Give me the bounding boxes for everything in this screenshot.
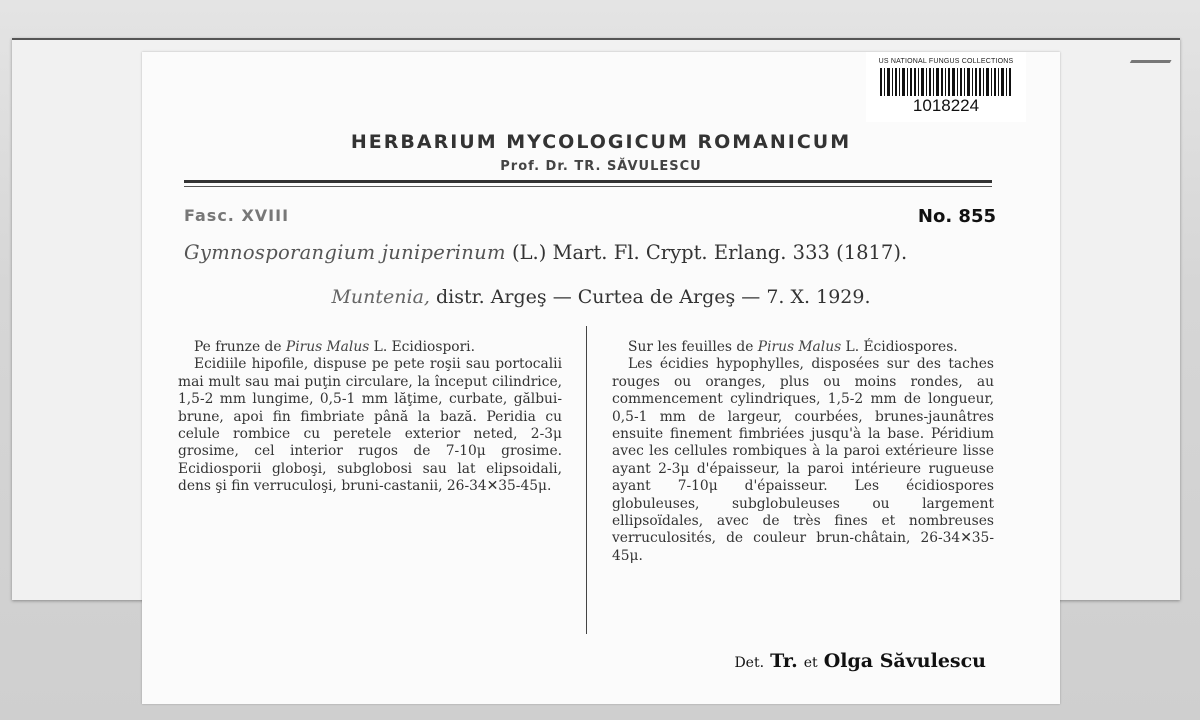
determiner-name-2: Olga Săvulescu (823, 650, 986, 672)
romanian-tail: L. Ecidiospori. (373, 339, 475, 355)
french-body: Les écidies hypophylles, disposées sur des taches rouges ou oranges, plus ou moins rondes, au commencement cylindriques, 1,5-2 mm de longueur, 0,5-1 mm de largeur, courbées, brunes-jaunâtres ensuite finement fimbriées jusqu'à la base. Péridium avec les cellules rombiques à la paroi extérieure lisse ayant 2-3μ d'épaisseur, la paroi intérieure rugueuse ayant 7-10μ d'épaisseur. Les écidiospores globuleuses, subglobuleuses ou largement ellipsoïdales, avec de très fines et nombreuses verruculosités, de couleur brun-châtain, 26-34✕35-45μ. (612, 356, 994, 564)
fascicle-label: Fasc. XVIII (184, 206, 290, 225)
herbarium-title: HERBARIUM MYCOLOGICUM ROMANICUM (350, 131, 852, 153)
locality-details: distr. Argeş — Curtea de Argeş — 7. X. 1929. (436, 286, 871, 308)
herbarium-editor: Prof. Dr. TR. SĂVULESCU (500, 159, 702, 174)
specimen-number: No. 855 (917, 206, 996, 227)
barcode-number: 1018224 (912, 96, 980, 115)
french-host: Pirus Malus (757, 339, 842, 355)
taxon-name: Gymnosporangium juniperinum (184, 241, 506, 264)
french-host-line (612, 339, 994, 356)
locality-line (142, 286, 1060, 308)
determiner-prefix: Det. (734, 655, 765, 671)
romanian-lead: Pe frunze de (194, 339, 282, 355)
romanian-description (178, 339, 562, 496)
barcode-icon (880, 68, 1012, 96)
romanian-host: Pirus Malus (285, 339, 370, 355)
taxon-authority: (L.) Mart. Fl. Crypt. Erlang. 333 (1817). (511, 241, 908, 264)
french-tail: L. Écidiospores. (845, 339, 958, 355)
locality-province: Muntenia, (331, 286, 430, 308)
determiner-conjunction: et (803, 655, 818, 671)
romanian-body: Ecidiile hipofile, dispuse pe pete roşii sau portocalii mai mult sau mai puţin circulare, la început cilindrice, 1,5-2 mm lungime, 0,5-1 mm lăţime, curbate, gălbui-brune, apoi fin fimbriate până la bază. Peridia cu celule rombice cu peretele exterior neted, 2-3μ grosime, cel interior rugos de 7-10μ grosime. Ecidiosporii globoşi, subglobosi sau lat elipsoidali, dens şi fin verruculoşi, bruni-castanii, 26-34✕35-45μ. (178, 356, 562, 495)
romanian-host-line (178, 339, 562, 356)
barcode-collection: US NATIONAL FUNGUS COLLECTIONS (878, 58, 1014, 65)
taxon-line (184, 241, 996, 264)
folder-tab (1112, 60, 1171, 93)
header-rule-thick (184, 180, 992, 183)
french-description (612, 339, 994, 565)
column-divider (586, 326, 587, 634)
determiner-name-1: Tr. (770, 650, 798, 672)
french-lead: Sur les feuilles de (628, 339, 754, 355)
header-rule-thin (184, 186, 992, 187)
determiner-line (734, 650, 986, 672)
barcode-label (866, 52, 1026, 122)
